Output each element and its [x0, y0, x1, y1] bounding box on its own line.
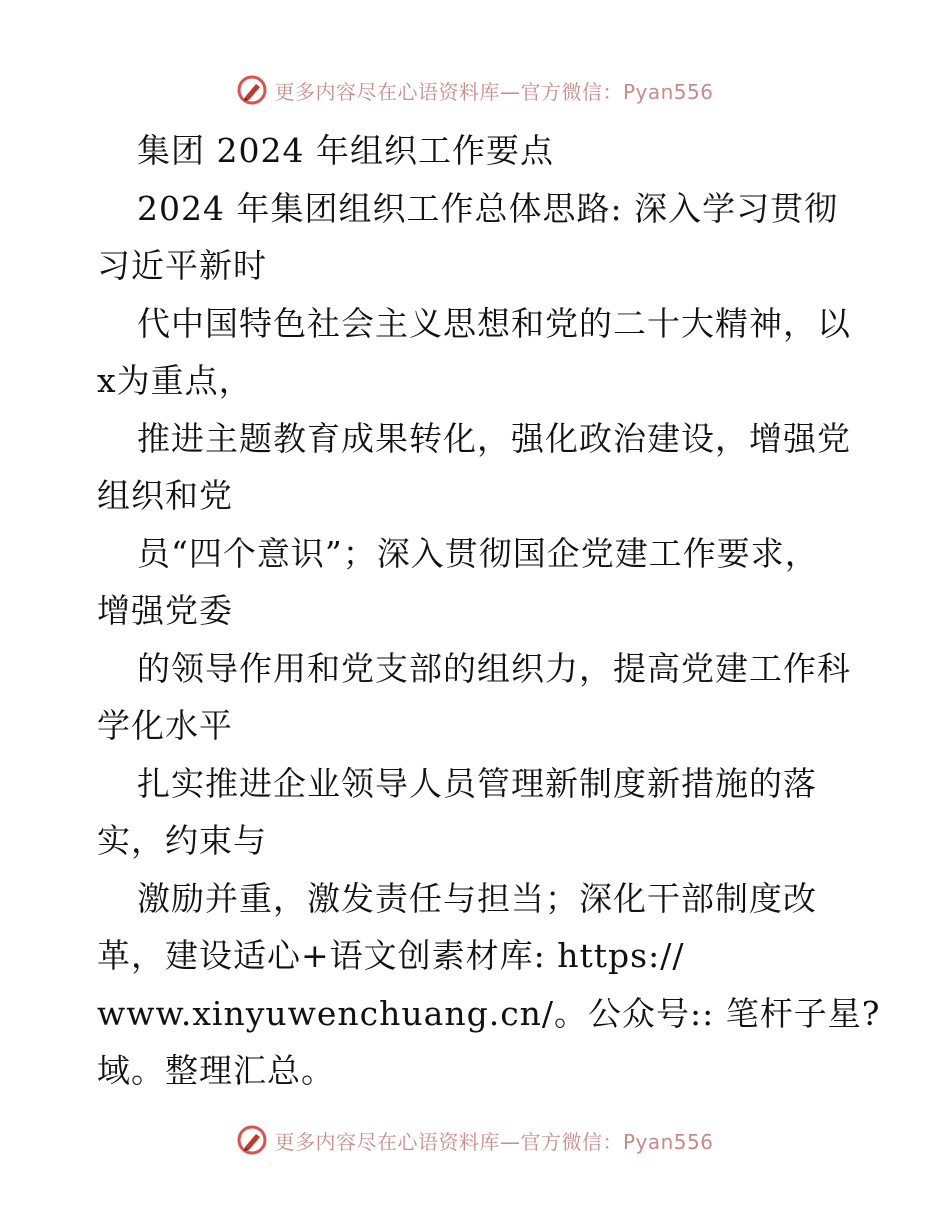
paragraph-line: 组织和党 — [97, 476, 233, 515]
paragraph-line: 革，建设适心+语文创素材库: https:// — [97, 936, 685, 975]
paragraph-line: 代中国特色社会主义思想和党的二十大精神，以 — [137, 303, 851, 343]
paragraph-line: 实，约束与 — [97, 821, 267, 860]
paragraph-line: www.xinyuwenchuang.cn/。公众号:: 笔杆子星? — [97, 993, 881, 1033]
paragraph-line: 扎实推进企业领导人员管理新制度新措施的落 — [137, 763, 817, 803]
paragraph-line: 学化水平 — [97, 706, 233, 745]
paragraph-line: 2024 年集团组织工作总体思路: 深入学习贯彻 — [137, 188, 839, 228]
watermark-text: 更多内容尽在心语资料库—官方微信：Pyan556 — [274, 1129, 714, 1154]
paragraph-line: 的领导作用和党支部的组织力，提高党建工作科 — [137, 648, 851, 688]
watermark-header — [0, 70, 950, 110]
paragraph-line: 增强党委 — [97, 591, 233, 630]
watermark-footer — [0, 1120, 950, 1160]
paragraph-line: 激励并重，激发责任与担当；深化干部制度改 — [137, 878, 817, 918]
paragraph-line: 域。整理汇总。 — [97, 1051, 335, 1090]
document-body — [97, 122, 881, 1100]
paragraph-line: 员“四个意识”；深入贯彻国企党建工作要求， — [137, 533, 819, 573]
watermark-text: 更多内容尽在心语资料库—官方微信：Pyan556 — [274, 79, 714, 104]
paragraph-line: x为重点， — [97, 361, 253, 400]
document-title: 集团 2024 年组织工作要点 — [137, 131, 554, 170]
pen-logo-icon — [236, 1124, 268, 1156]
paragraph-line: 习近平新时 — [97, 246, 267, 285]
pen-logo-icon — [236, 74, 268, 106]
paragraph-line: 推进主题教育成果转化，强化政治建设，增强党 — [137, 418, 851, 458]
